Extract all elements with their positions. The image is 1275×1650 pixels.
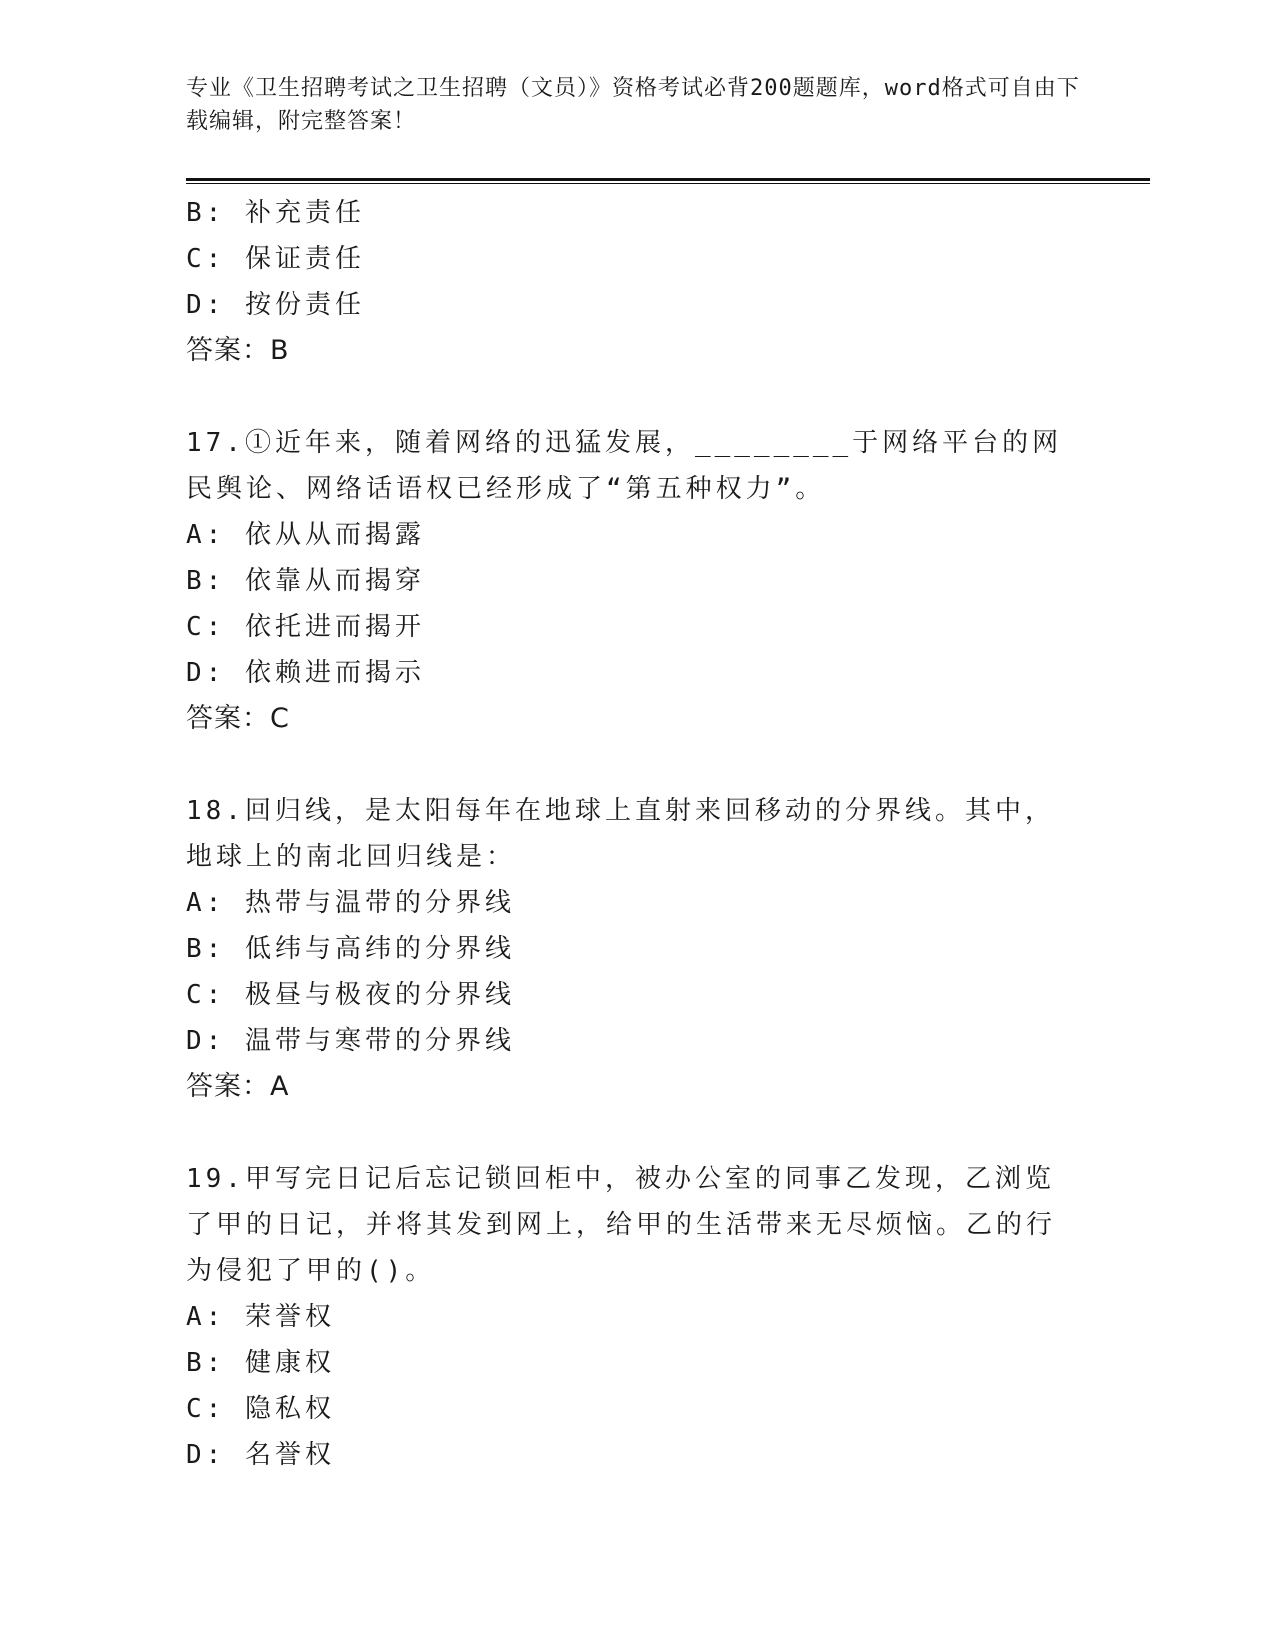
option-d: D: 名誉权: [186, 1440, 335, 1470]
question-18: [186, 788, 1086, 1110]
option-d: D: 温带与寒带的分界线: [186, 1026, 515, 1056]
header-divider-thin: [186, 183, 1150, 184]
option-c: C: 极昼与极夜的分界线: [186, 980, 515, 1010]
question-stem: 19.甲写完日记后忘记锁回柜中，被办公室的同事乙发现，乙浏览了甲的日记，并将其发到网上，给甲的生活带来无尽烦恼。乙的行为侵犯了甲的()。: [186, 1164, 1057, 1286]
option-a: A: 热带与温带的分界线: [186, 888, 515, 918]
option-c: C: 依托进而揭开: [186, 612, 425, 642]
question-19: [186, 1156, 1086, 1478]
page-header: 专业《卫生招聘考试之卫生招聘（文员）》资格考试必背200题题库，word格式可自由下载编辑，附完整答案！: [186, 76, 1080, 134]
spacer: [186, 374, 1086, 420]
question-17: [186, 420, 1086, 742]
question-stem: 18.回归线，是太阳每年在地球上直射来回移动的分界线。其中，地球上的南北回归线是：: [186, 796, 1055, 872]
option-d: D: 依赖进而揭示: [186, 658, 425, 688]
question-16-tail: [186, 190, 1086, 374]
option-a: A: 依从从而揭露: [186, 520, 425, 550]
option-b: B: 依靠从而揭穿: [186, 566, 425, 596]
answer-line: 答案：B: [186, 335, 290, 366]
option-b: B: 健康权: [186, 1348, 335, 1378]
header-divider-thick: [186, 178, 1150, 181]
option-c: C: 隐私权: [186, 1394, 335, 1424]
answer-line: 答案：A: [186, 1071, 290, 1102]
option-c: C: 保证责任: [186, 244, 365, 274]
document-body: [186, 190, 1086, 1478]
option-a: A: 荣誉权: [186, 1302, 335, 1332]
answer-line: 答案：C: [186, 703, 290, 734]
option-b: B: 补充责任: [186, 198, 365, 228]
spacer: [186, 742, 1086, 788]
option-d: D: 按份责任: [186, 290, 365, 320]
question-stem: 17.①近年来，随着网络的迅猛发展，________于网络平台的网民舆论、网络话语权已经形成了“第五种权力”。: [186, 428, 1063, 504]
option-b: B: 低纬与高纬的分界线: [186, 934, 515, 964]
spacer: [186, 1110, 1086, 1156]
